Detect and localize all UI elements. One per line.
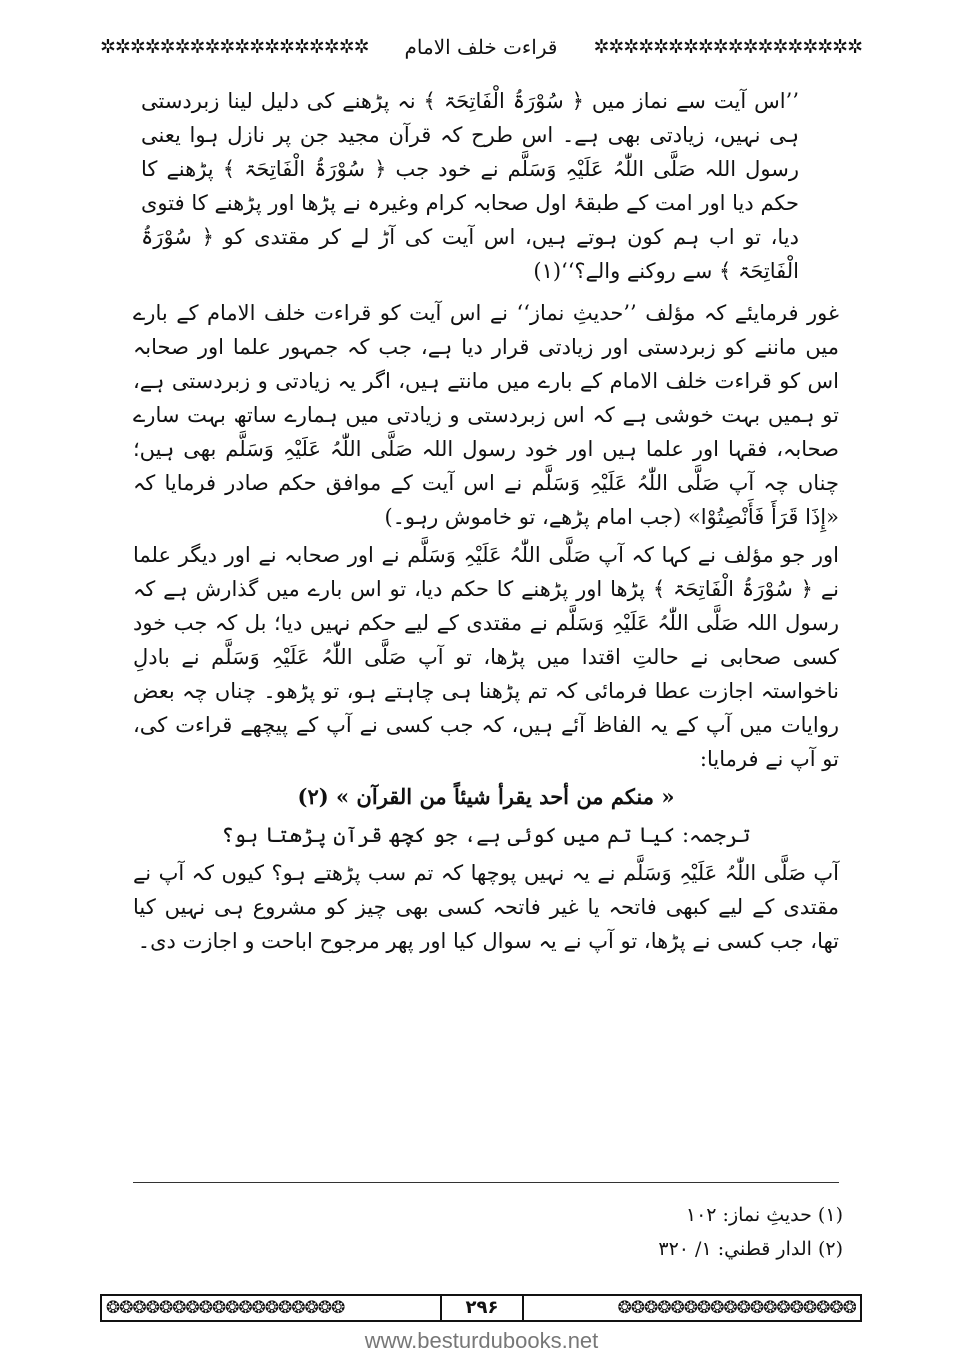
quoted-passage: ’’اس آیت سے نماز میں ﴿ سُوْرَۃُ الْفَاتِحَۃ ﴾ نہ پڑھنے کی دلیل لینا زبردستی ہی نہیں، زیادتی بھی ہے۔ اس طرح کہ قرآن مجید جن پر نازل ہوا یعنی رسول اللہ صَلَّی اللّٰہُ عَلَیْہِ وَسَلَّم نے خود جب ﴿ سُوْرَۃُ الْفَاتِحَۃ ﴾ پڑھنے کا حکم دیا اور امت کے طبقۂ اول صحابہ کرام وغیرہ نے پڑھا اور پڑھنے کا فتوی دیا، تو اب ہم کون ہوتے ہیں، اس آیت کی آڑ لے کر مقتدی کو ﴿ سُوْرَۃُ الْفَاتِحَۃ ﴾ سے روکنے والے؟‘‘(۱) [141,89,799,283]
hadith-text: « منكم من أحد يقرأ شيئاً من القرآن » (۲) [297,784,675,809]
footnote-2: (۲) الدار قطني: ۱/ ۳۲۰ [658,1238,843,1260]
header-ornament-right: ✲✲✲✲✲✲✲✲✲✲✲✲✲✲✲✲✲✲ [593,36,862,58]
translation-line: ترجمہ: کیا تم میں کوئی ہے، جو کچھ قرآن پڑھتا ہو؟ [221,823,751,847]
page-header [100,30,862,64]
paragraph-2: اور جو مؤلف نے کہا کہ آپ صَلَّی اللّٰہُ عَلَیْہِ وَسَلَّم نے اور صحابہ نے اور دیگر علما نے ﴿ سُوْرَۃُ الْفَاتِحَۃ ﴾ پڑھا اور پڑھنے کا حکم دیا، تو اس بارے میں گذارش ہے کہ رسول اللہ صَلَّی اللّٰہُ عَلَیْہِ وَسَلَّم نے مقتدی کے لیے حکم نہیں دیا؛ بل کہ جب خود کسی صحابی نے حالتِ اقتدا میں پڑھا، تو آپ صَلَّی اللّٰہُ عَلَیْہِ وَسَلَّم نے بادلِ ناخواستہ اجازت عطا فرمائی کہ تم پڑھنا ہی چاہتے ہو، تو پڑھو۔ چناں چہ بعض روایات میں آپ کے یہ الفاظ آئے ہیں، کہ جب کسی نے آپ کے پیچھے قراءت کی، تو آپ نے فرمایا: [133,543,839,771]
footnote-divider [133,1182,839,1183]
paragraph-1: غور فرمایئے کہ مؤلف ’’حدیثِ نماز‘‘ نے اس آیت کو قراءت خلف الامام کے بارے میں ماننے کو زبردستی اور زیادتی قرار دیا ہے، جب کہ جمہور علما اور صحابہ اس کو قراءت خلف الامام کے بارے میں مانتے ہیں، اگر یہ زیادتی و زبردستی ہے، تو ہمیں بہت خوشی ہے کہ اس زبردستی و زیادتی میں ہمارے ساتھ بہت سارے صحابہ، فقہا اور علما ہیں اور خود رسول اللہ صَلَّی اللّٰہُ عَلَیْہِ وَسَلَّم بھی ہیں؛ چناں چہ آپ صَلَّی اللّٰہُ عَلَیْہِ وَسَلَّم نے اس آیت کے موافق حکم صادر فرمایا کہ «إِذَا قَرَأَ فَأَنْصِتُوْا» (جب امام پڑھے، تو خاموش رہو۔) [133,301,839,529]
footer-ornament-left: ❂❂❂❂❂❂❂❂❂❂❂❂❂❂❂❂❂❂ [106,1298,345,1318]
header-ornament-left: ✲✲✲✲✲✲✲✲✲✲✲✲✲✲✲✲✲✲ [100,36,369,58]
page-number: ۲۹۶ [440,1296,524,1320]
running-title: قراءت خلف الامام [404,35,558,59]
website-watermark: www.besturdubooks.net [364,1328,599,1353]
page-footer [100,1294,862,1322]
footnote-1: (۱) حدیثِ نماز: ۱۰۲ [685,1204,843,1226]
footnotes [443,1198,843,1266]
page-body [133,84,839,958]
footer-ornament-right: ❂❂❂❂❂❂❂❂❂❂❂❂❂❂❂❂❂❂ [617,1298,856,1318]
paragraph-3: آپ صَلَّی اللّٰہُ عَلَیْہِ وَسَلَّم نے یہ نہیں پوچھا کہ تم سب پڑھتے ہو؟ کیوں کہ آپ نے مقتدی کے لیے کبھی فاتحہ یا غیر فاتحہ کسی بھی چیز کو مشروع ہی نہیں کیا تھا، جب کسی نے پڑھا، تو آپ نے یہ سوال کیا اور پھر مرجوح اباحت و اجازت دی۔ [133,861,839,953]
